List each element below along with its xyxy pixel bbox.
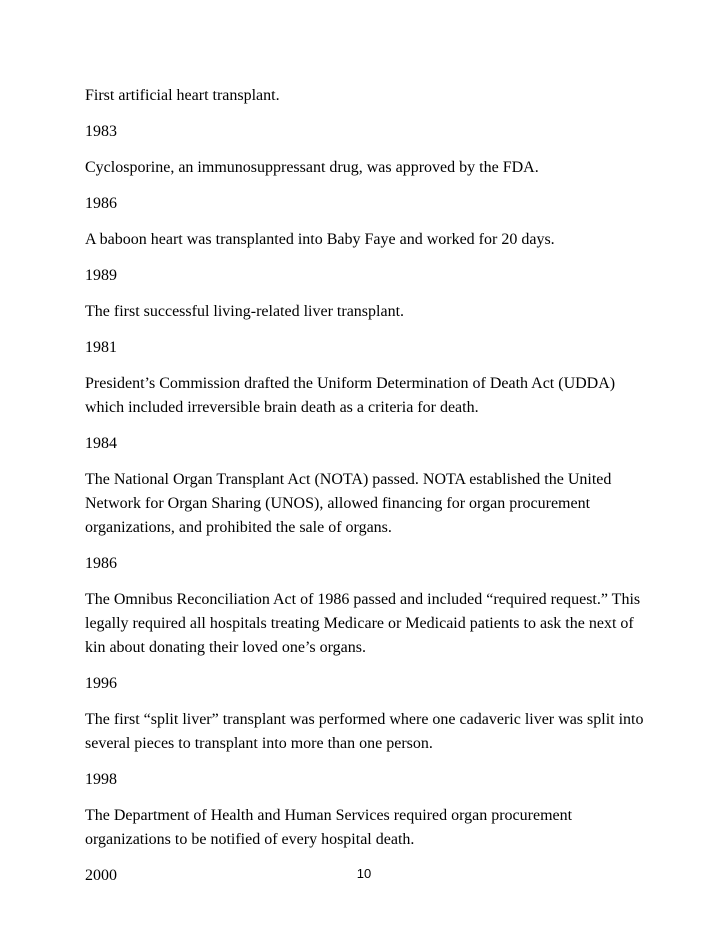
paragraph-split-liver: The first “split liver” transplant was performed where one cadaveric liver was split into several pieces to transplant into more than one person.	[85, 711, 644, 752]
paragraph-artificial-heart: First artificial heart transplant.	[85, 87, 280, 104]
paragraph-baboon-heart: A baboon heart was transplanted into Baby Faye and worked for 20 days.	[85, 231, 555, 248]
year-heading: 1996	[85, 675, 117, 692]
year-heading: 1981	[85, 339, 117, 356]
year-heading: 2000	[85, 867, 117, 884]
paragraph-omnibus: The Omnibus Reconciliation Act of 1986 passed and included “required request.” This legally required all hospitals treating Medicare or Medicaid patients to ask the next of kin about donating their loved one’s organs.	[85, 591, 641, 656]
paragraph-cyclosporine: Cyclosporine, an immunosuppressant drug, was approved by the FDA.	[85, 159, 539, 176]
year-heading: 1989	[85, 267, 117, 284]
page-body	[85, 84, 645, 900]
paragraph-living-liver: The first successful living-related liver transplant.	[85, 303, 405, 320]
paragraph-udda: President’s Commission drafted the Uniform Determination of Death Act (UDDA) which included irreversible brain death as a criteria for death.	[85, 375, 616, 416]
year-heading: 1986	[85, 195, 117, 212]
page-number: 10	[356, 866, 372, 881]
year-heading: 1986	[85, 555, 117, 572]
year-heading: 1998	[85, 771, 117, 788]
year-heading: 1983	[85, 123, 117, 140]
year-heading: 1984	[85, 435, 117, 452]
paragraph-hhs: The Department of Health and Human Services required organ procurement organizations to be notified of every hospital death.	[85, 807, 573, 848]
paragraph-nota: The National Organ Transplant Act (NOTA) passed. NOTA established the United Network for Organ Sharing (UNOS), allowed financing for organ procurement organizations, and prohibited the sale of organs.	[85, 471, 612, 536]
